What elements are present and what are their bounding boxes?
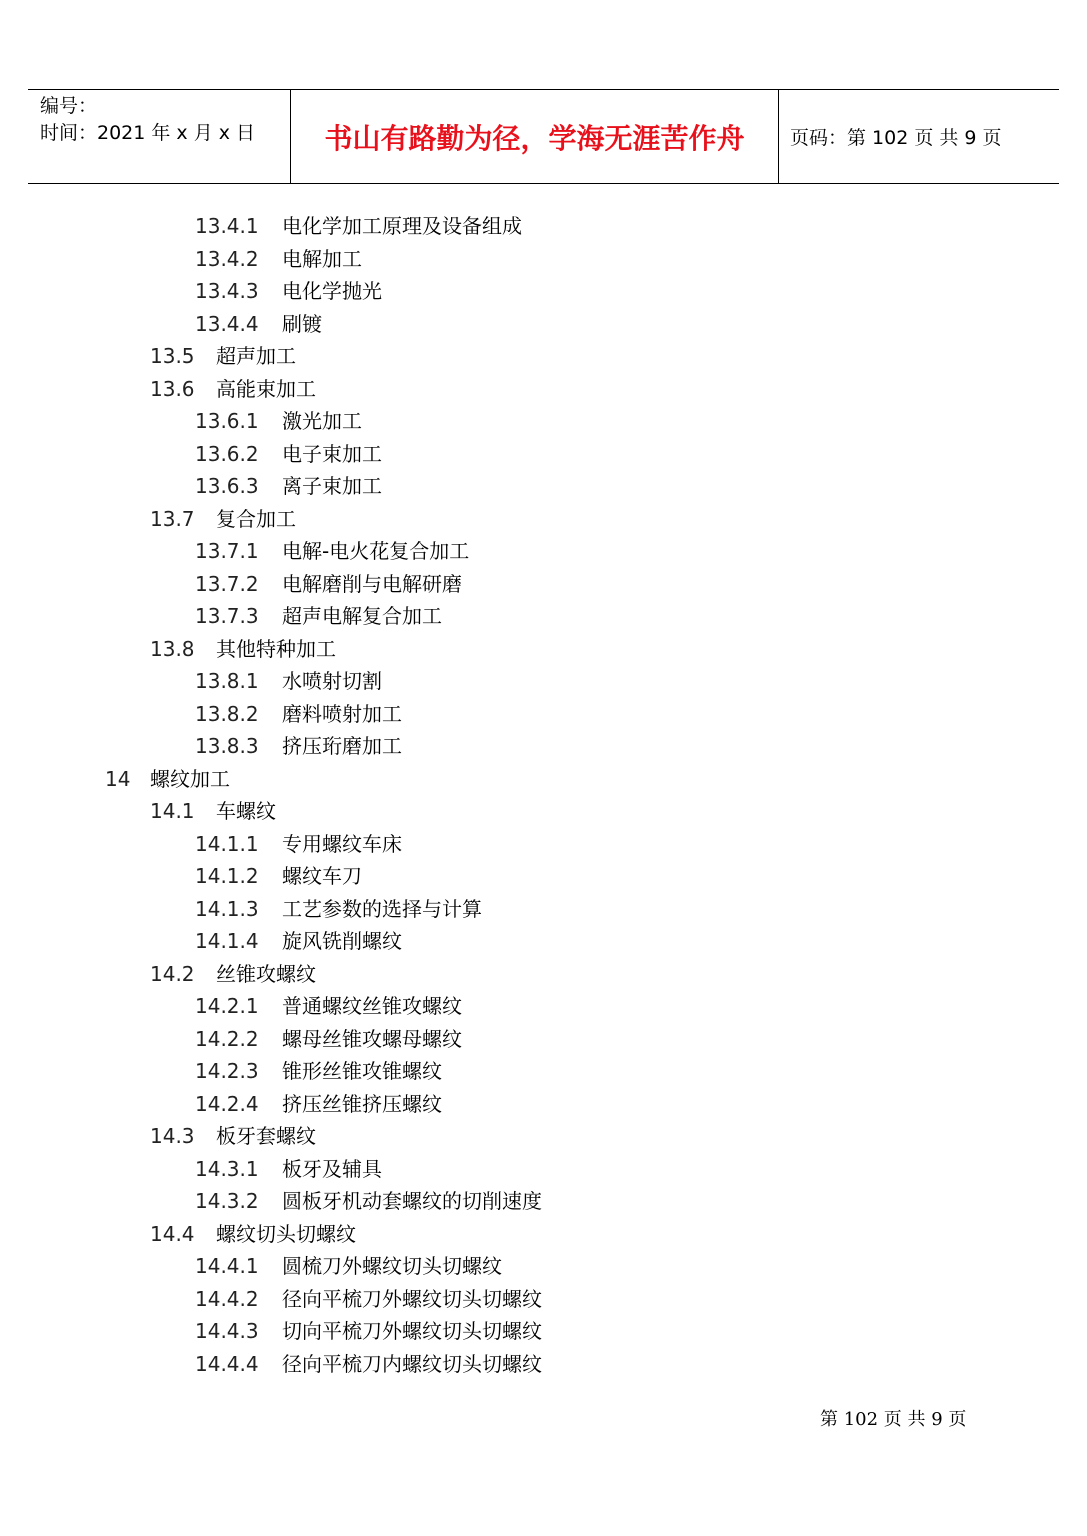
toc-entry-number: 14.4.2 — [195, 1286, 259, 1311]
toc-entry — [150, 1123, 316, 1149]
toc-entry — [150, 376, 316, 402]
toc-entry-number: 13.7.3 — [195, 604, 259, 628]
toc-entry-title: 丝锥攻螺纹 — [216, 961, 316, 986]
toc-entry-number: 13.8 — [150, 636, 195, 661]
toc-entry — [195, 993, 462, 1019]
toc-entry — [195, 473, 382, 499]
toc-entry — [195, 1351, 542, 1377]
toc-entry-number: 13.8.2 — [195, 701, 259, 726]
toc-entry — [195, 1253, 502, 1279]
toc-entry — [195, 1286, 542, 1312]
toc-entry-number: 14.4 — [150, 1221, 195, 1246]
toc-entry-title: 普通螺纹丝锥攻螺纹 — [282, 994, 462, 1018]
toc-entry-number: 14.1.2 — [195, 864, 259, 888]
toc-entry — [195, 831, 402, 857]
toc-entry-number: 14.2.1 — [195, 994, 259, 1018]
toc-entry — [195, 1188, 542, 1214]
toc-entry-number: 14.4.4 — [195, 1351, 259, 1376]
toc-entry-title: 板牙套螺纹 — [216, 1124, 316, 1148]
toc-entry-number: 13.4.3 — [195, 279, 259, 303]
toc-entry-number: 14.2.3 — [195, 1059, 259, 1083]
toc-entry-number: 13.4.4 — [195, 311, 259, 336]
toc-entry — [195, 408, 362, 434]
toc-entry-number: 14.3.2 — [195, 1189, 259, 1213]
toc-entry-title: 离子束加工 — [282, 474, 382, 498]
toc-entry-title: 电子束加工 — [282, 441, 382, 466]
toc-entry — [195, 213, 522, 239]
toc-entry — [195, 1058, 442, 1084]
toc-entry — [195, 278, 382, 304]
toc-entry-number: 14.4.3 — [195, 1319, 259, 1343]
page-header — [28, 89, 1059, 184]
toc-entry — [195, 246, 362, 272]
toc-entry-title: 电解磨削与电解研磨 — [282, 571, 462, 596]
toc-entry-number: 13.8.1 — [195, 669, 259, 693]
toc-entry-title: 工艺参数的选择与计算 — [282, 896, 482, 921]
toc-entry — [195, 441, 382, 467]
toc-entry-title: 螺母丝锥攻螺母螺纹 — [282, 1026, 462, 1051]
header-motto: 书山有路勤为径，学海无涯苦作舟 — [324, 121, 745, 155]
toc-entry-number: 14.1 — [150, 799, 195, 823]
toc-entry — [195, 1091, 442, 1117]
toc-entry-number: 13.7.1 — [195, 539, 259, 563]
document-number-label: 编号： — [40, 95, 98, 117]
toc-entry-title: 板牙及辅具 — [282, 1156, 382, 1181]
toc-entry-number: 14.4.1 — [195, 1254, 259, 1278]
toc-entry — [195, 571, 462, 597]
toc-entry-title: 圆梳刀外螺纹切头切螺纹 — [282, 1254, 502, 1278]
toc-entry-number: 14.1.3 — [195, 896, 259, 921]
toc-entry — [195, 668, 382, 694]
toc-entry-title: 挤压珩磨加工 — [282, 734, 402, 758]
toc-entry — [195, 1156, 382, 1182]
toc-entry-number: 13.7 — [150, 506, 195, 531]
toc-entry-title: 旋风铣削螺纹 — [282, 929, 402, 953]
toc-entry — [195, 1318, 542, 1344]
toc-entry-number: 13.6.1 — [195, 409, 259, 433]
toc-entry-number: 14.3.1 — [195, 1156, 259, 1181]
toc-entry-title: 磨料喷射加工 — [282, 701, 402, 726]
toc-entry-number: 13.6.2 — [195, 441, 259, 466]
toc-entry-title: 超声加工 — [216, 344, 296, 368]
toc-entry-title: 螺纹加工 — [150, 766, 230, 791]
toc-entry — [195, 311, 322, 337]
toc-entry — [195, 603, 442, 629]
toc-entry-title: 车螺纹 — [216, 799, 276, 823]
toc-entry-title: 高能束加工 — [216, 376, 316, 401]
toc-entry-title: 电化学抛光 — [282, 279, 382, 303]
toc-entry-title: 激光加工 — [282, 409, 362, 433]
toc-entry-title: 电解加工 — [282, 246, 362, 271]
header-meta — [28, 90, 290, 183]
toc-entry — [195, 538, 469, 564]
toc-entry — [195, 863, 362, 889]
toc-entry-number: 14 — [105, 766, 131, 791]
toc-entry-number: 13.7.2 — [195, 571, 259, 596]
toc-entry-title: 水喷射切割 — [282, 669, 382, 693]
toc-entry-title: 螺纹切头切螺纹 — [216, 1221, 356, 1246]
toc-entry-number: 13.4.2 — [195, 246, 259, 271]
toc-entry-title: 切向平梳刀外螺纹切头切螺纹 — [282, 1319, 542, 1343]
toc-entry — [150, 343, 296, 369]
toc-entry — [195, 701, 402, 727]
toc-entry-title: 电解-电火花复合加工 — [282, 539, 470, 563]
toc-entry-title: 其他特种加工 — [216, 636, 336, 661]
toc-entry-title: 刷镀 — [282, 311, 322, 336]
toc-entry-title: 径向平梳刀内螺纹切头切螺纹 — [282, 1351, 542, 1376]
toc-entry-title: 挤压丝锥挤压螺纹 — [282, 1091, 442, 1116]
toc-entry — [105, 766, 230, 792]
toc-entry-title: 专用螺纹车床 — [282, 831, 402, 856]
toc-entry-number: 14.3 — [150, 1124, 195, 1148]
header-page-info: 页码：第 102 页 共 9 页 — [790, 127, 1002, 149]
toc-entry — [150, 506, 296, 532]
toc-entry-number: 14.2.2 — [195, 1026, 259, 1051]
toc-entry-number: 14.2 — [150, 961, 195, 986]
header-page-cell — [778, 90, 1059, 183]
toc-entry-title: 锥形丝锥攻锥螺纹 — [282, 1059, 442, 1083]
toc-entry — [195, 896, 482, 922]
toc-entry-number: 13.6.3 — [195, 474, 259, 498]
toc-entry — [150, 1221, 356, 1247]
toc-entry-number: 13.4.1 — [195, 214, 259, 238]
toc-entry — [195, 928, 402, 954]
toc-entry-number: 14.1.1 — [195, 831, 259, 856]
toc-entry — [150, 961, 316, 987]
toc-entry — [195, 733, 402, 759]
toc-entry-title: 径向平梳刀外螺纹切头切螺纹 — [282, 1286, 542, 1311]
toc-entry-number: 13.8.3 — [195, 734, 259, 758]
toc-entry-title: 超声电解复合加工 — [282, 604, 442, 628]
toc-entry — [150, 798, 276, 824]
toc-entry-title: 螺纹车刀 — [282, 864, 362, 888]
page-footer: 第 102 页 共 9 页 — [820, 1409, 967, 1430]
toc-entry-title: 圆板牙机动套螺纹的切削速度 — [282, 1189, 542, 1213]
toc-entry-number: 14.1.4 — [195, 929, 259, 953]
toc-entry-title: 电化学加工原理及设备组成 — [282, 214, 522, 238]
toc-entry-number: 14.2.4 — [195, 1091, 259, 1116]
toc-entry-number: 13.5 — [150, 344, 195, 368]
document-date: 时间：2021 年 x 月 x 日 — [40, 122, 256, 144]
header-motto-cell — [290, 90, 779, 183]
toc-entry — [150, 636, 336, 662]
toc-entry-number: 13.6 — [150, 376, 195, 401]
toc-entry-title: 复合加工 — [216, 506, 296, 531]
toc-entry — [195, 1026, 462, 1052]
